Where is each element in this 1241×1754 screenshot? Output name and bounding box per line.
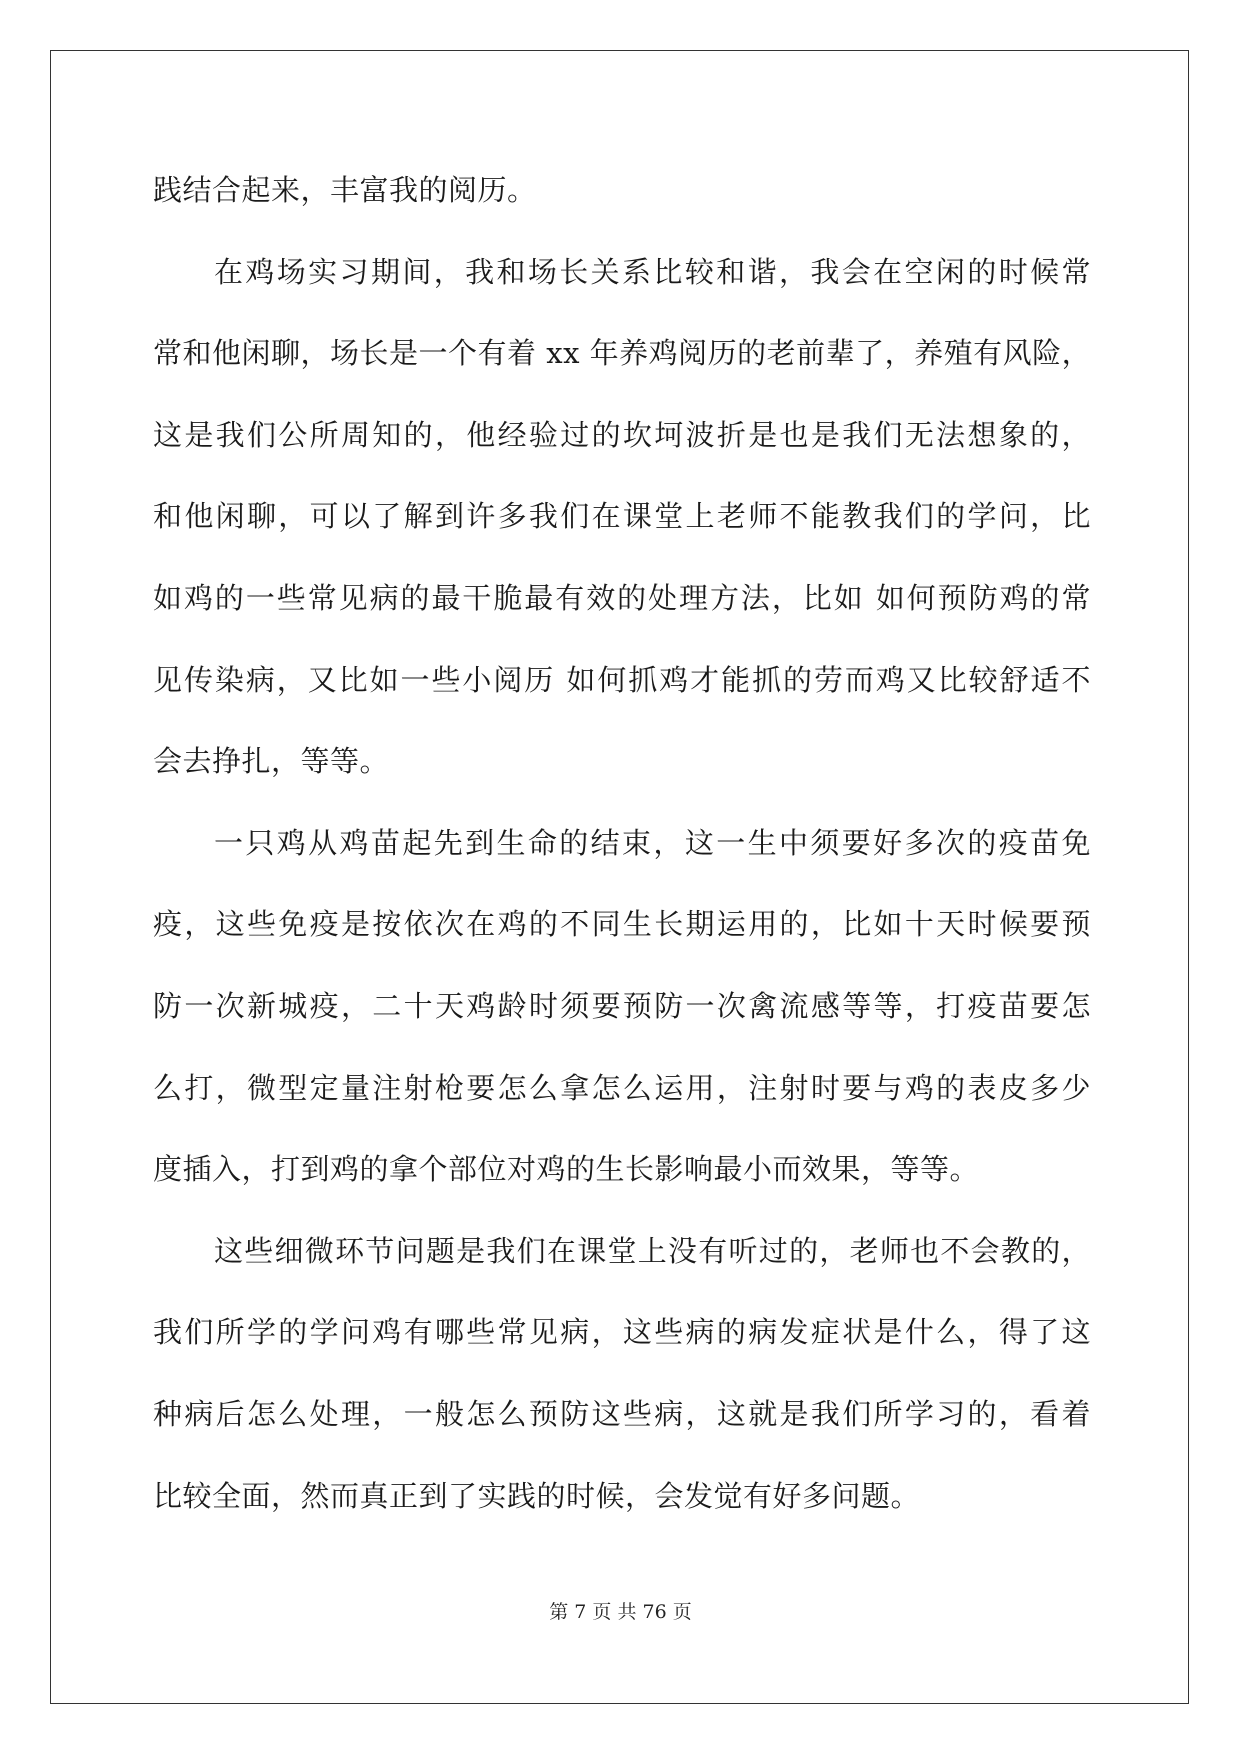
text-line: 常和他闲聊，场长是一个有着 xx 年养鸡阅历的老前辈了，养殖有风险，: [153, 336, 1092, 371]
text-line: 会去挣扎，等等。: [153, 744, 390, 779]
text-line: 疫，这些免疫是按依次在鸡的不同生长期运用的，比如十天时候要预: [153, 907, 1091, 942]
text-line: 一只鸡从鸡苗起先到生命的结束，这一生中须要好多次的疫苗免: [214, 825, 1091, 860]
text-line: 度插入，打到鸡的拿个部位对鸡的生长影响最小而效果，等等。: [153, 1152, 980, 1187]
text-line: 这些细微环节问题是我们在课堂上没有听过的，老师也不会教的，: [214, 1233, 1091, 1268]
document-body: [153, 150, 1091, 1537]
text-line: 我们所学的学问鸡有哪些常见病，这些病的病发症状是什么，得了这: [153, 1315, 1091, 1350]
text-line: 比较全面，然而真正到了实践的时候，会发觉有好多问题。: [153, 1478, 921, 1513]
text-line: 种病后怎么处理，一般怎么预防这些病，这就是我们所学习的，看着: [153, 1396, 1091, 1431]
text-line: 如鸡的一些常见病的最干脆最有效的处理方法，比如 如何预防鸡的常: [153, 580, 1091, 615]
text-line: 这是我们公所周知的，他经验过的坎坷波折是也是我们无法想象的，: [153, 417, 1091, 452]
text-line: 么打，微型定量注射枪要怎么拿怎么运用，注射时要与鸡的表皮多少: [153, 1070, 1091, 1105]
text-line: 见传染病，又比如一些小阅历 如何抓鸡才能抓的劳而鸡又比较舒适不: [153, 662, 1091, 697]
text-line: 在鸡场实习期间，我和场长关系比较和谐，我会在空闲的时候常: [214, 254, 1091, 289]
text-line: 防一次新城疫，二十天鸡龄时须要预防一次禽流感等等，打疫苗要怎: [153, 988, 1091, 1023]
page-number-footer: 第 7 页 共 76 页: [549, 1601, 692, 1623]
text-line: 和他闲聊，可以了解到许多我们在课堂上老师不能教我们的学问，比: [153, 499, 1091, 534]
text-line: 践结合起来，丰富我的阅历。: [153, 173, 537, 207]
